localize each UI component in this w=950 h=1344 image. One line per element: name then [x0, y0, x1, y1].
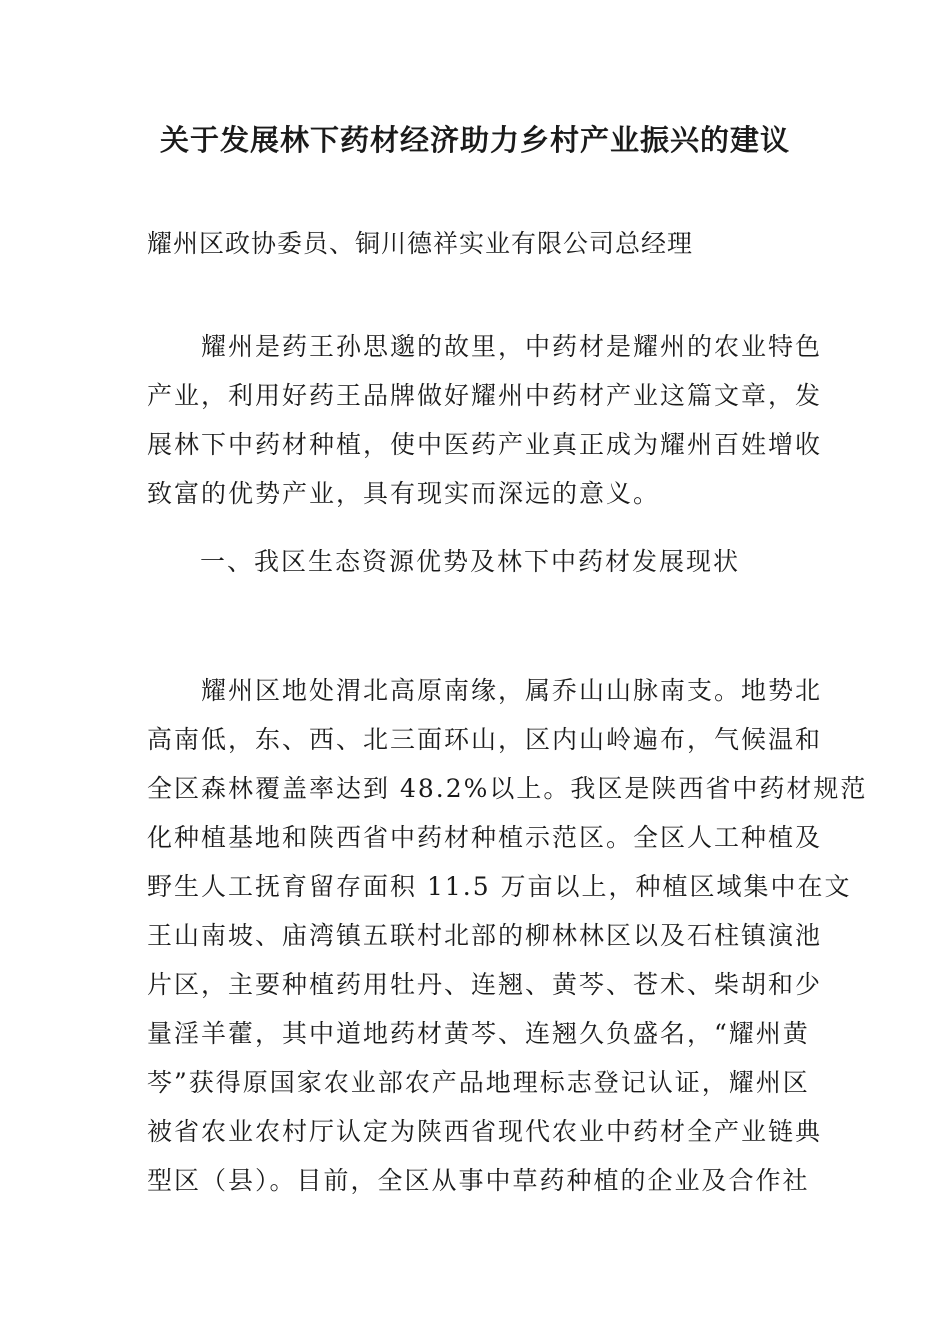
- intro-paragraph: [147, 322, 823, 518]
- section-heading: 一、我区生态资源优势及林下中药材发展现状: [200, 547, 741, 576]
- author-line: 耀州区政协委员、铜川德祥实业有限公司总经理: [147, 229, 694, 258]
- paragraph-line: 展林下中药材种植，使中医药产业真正成为耀州百姓增收: [147, 430, 823, 459]
- paragraph-line: 被省农业农村厅认定为陕西省现代农业中药材全产业链典: [147, 1117, 823, 1146]
- paragraph-line: 产业，利用好药王品牌做好耀州中药材产业这篇文章，发: [147, 381, 823, 410]
- paragraph-line: 全区森林覆盖率达到 48.2%以上。我区是陕西省中药材规范: [147, 774, 868, 803]
- paragraph-line: 高南低，东、西、北三面环山，区内山岭遍布，气候温和: [147, 725, 823, 754]
- paragraph-line: 芩”获得原国家农业部农产品地理标志登记认证，耀州区: [147, 1068, 810, 1097]
- paragraph-line: 野生人工抚育留存面积 11.5 万亩以上，种植区域集中在文: [147, 872, 852, 901]
- paragraph-line: 化种植基地和陕西省中药材种植示范区。全区人工种植及: [147, 823, 823, 852]
- paragraph-line: 型区（县）。目前，全区从事中草药种植的企业及合作社: [147, 1166, 810, 1195]
- paragraph-line: 量淫羊藿，其中道地药材黄芩、连翘久负盛名，“耀州黄: [147, 1019, 810, 1048]
- section-paragraph: [147, 666, 868, 1205]
- document-title: 关于发展林下药材经济助力乡村产业振兴的建议: [159, 123, 790, 157]
- paragraph-line: 王山南坡、庙湾镇五联村北部的柳林林区以及石柱镇演池: [147, 921, 823, 950]
- paragraph-line: 致富的优势产业，具有现实而深远的意义。: [147, 479, 661, 508]
- paragraph-line: 片区，主要种植药用牡丹、连翘、黄芩、苍术、柴胡和少: [147, 970, 823, 999]
- paragraph-line: 耀州区地处渭北高原南缘，属乔山山脉南支。地势北: [201, 676, 823, 705]
- paragraph-line: 耀州是药王孙思邈的故里，中药材是耀州的农业特色: [201, 332, 823, 361]
